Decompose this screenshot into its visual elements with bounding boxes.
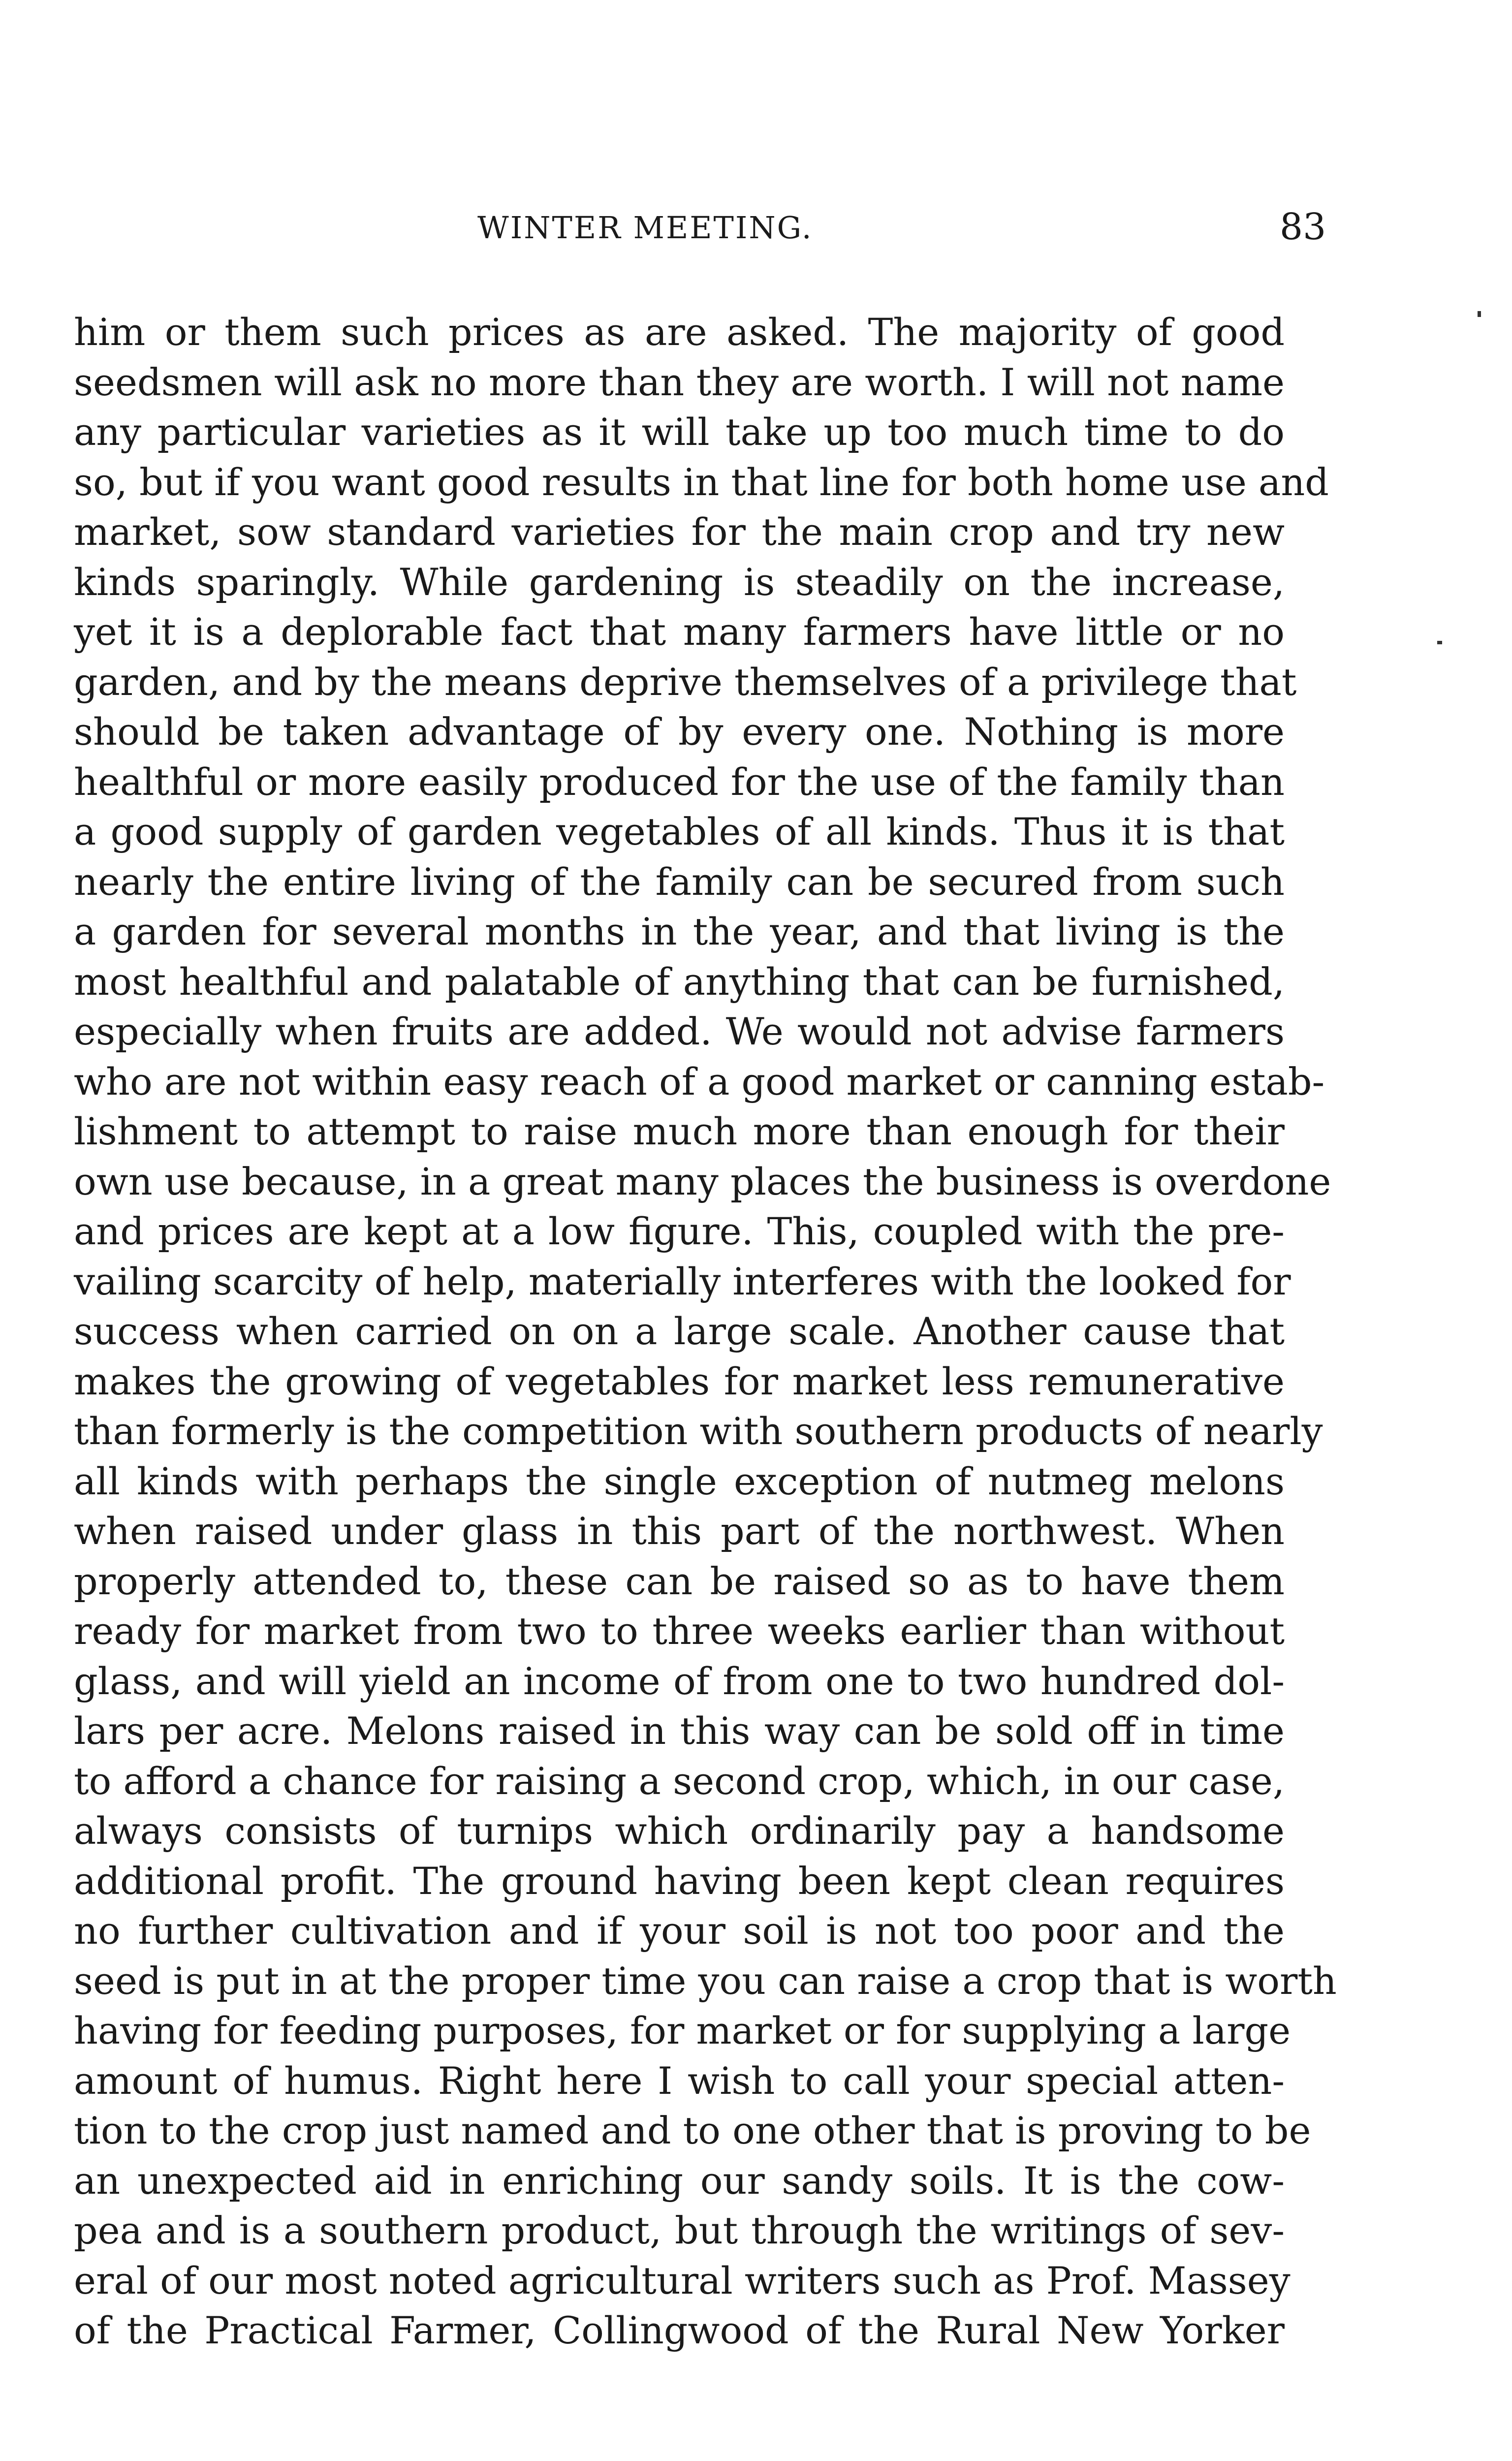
text-line: kinds sparingly. While gardening is steadily on the increase, [74, 560, 1285, 604]
text-line: should be taken advantage of by every one. Nothing is more [74, 710, 1285, 754]
text-line: glass, and will yield an income of from one to two hundred dol- [74, 1659, 1285, 1703]
text-line: most healthful and palatable of anything that can be furnished, [74, 959, 1285, 1004]
text-line: to afford a chance for raising a second crop, which, in our case, [74, 1759, 1285, 1803]
margin-mark [1478, 311, 1481, 317]
text-line: properly attended to, these can be raised so as to have them [74, 1559, 1285, 1603]
text-line: all kinds with perhaps the single exception of nutmeg melons [74, 1459, 1285, 1503]
text-line: tion to the crop just named and to one other that is proving to be [74, 2109, 1311, 2152]
text-line: amount of humus. Right here I wish to call your special atten- [74, 2058, 1285, 2103]
text-line: than formerly is the competition with southern products of nearly [74, 1409, 1323, 1453]
text-line: yet it is a deplorable fact that many farmers have little or no [74, 610, 1285, 654]
text-line: vailing scarcity of help, materially interferes with the looked for [74, 1259, 1291, 1303]
body-text [74, 307, 1337, 2356]
text-line: eral of our most noted agricultural writers such as Prof. Massey [74, 2258, 1291, 2303]
text-line: any particular varieties as it will take up too much time to do [74, 410, 1285, 454]
text-line: when raised under glass in this part of the northwest. When [74, 1509, 1285, 1553]
text-line: garden, and by the means deprive themselves of a privilege that [74, 660, 1297, 704]
page-number: 83 [1280, 206, 1326, 248]
text-line: nearly the entire living of the family can be secured from such [74, 859, 1285, 904]
text-line: always consists of turnips which ordinarily pay a handsome [74, 1809, 1285, 1853]
text-line: no further cultivation and if your soil is not too poor and the [74, 1909, 1285, 1953]
text-line: makes the growing of vegetables for market less remunerative [74, 1359, 1285, 1403]
running-head: WINTER MEETING. [477, 210, 813, 246]
text-line: of the Practical Farmer, Collingwood of the Rural New Yorker [74, 2308, 1285, 2352]
text-line: seed is put in at the proper time you can raise a crop that is worth [74, 1958, 1337, 2003]
text-line: own use because, in a great many places the business is overdone [74, 1159, 1331, 1203]
text-line: ready for market from two to three weeks earlier than without [74, 1609, 1285, 1653]
text-line: lishment to attempt to raise much more than enough for their [74, 1109, 1285, 1153]
text-line: pea and is a southern product, but through the writings of sev- [74, 2209, 1285, 2252]
text-line: a garden for several months in the year, and that living is the [74, 910, 1285, 953]
text-line: additional profit. The ground having been kept clean requires [74, 1859, 1285, 1903]
text-line: having for feeding purposes, for market or for supplying a large [74, 2009, 1291, 2052]
text-line: him or them such prices as are asked. The majority of good [74, 310, 1285, 354]
text-line: lars per acre. Melons raised in this way can be sold off in time [74, 1709, 1285, 1753]
text-line: so, but if you want good results in that line for both home use and [74, 460, 1329, 504]
text-line: seedsmen will ask no more than they are worth. I will not name [74, 360, 1285, 404]
margin-mark [1437, 641, 1442, 644]
text-line: market, sow standard varieties for the main crop and try new [74, 510, 1285, 554]
text-line: an unexpected aid in enriching our sandy soils. It is the cow- [74, 2158, 1285, 2203]
text-line: especially when fruits are added. We would not advise farmers [74, 1010, 1285, 1053]
text-line: a good supply of garden vegetables of all kinds. Thus it is that [74, 810, 1285, 853]
text-line: and prices are kept at a low figure. This, coupled with the pre- [74, 1209, 1285, 1253]
text-line: healthful or more easily produced for the use of the family than [74, 759, 1285, 804]
text-line: success when carried on on a large scale. Another cause that [74, 1309, 1285, 1353]
text-line: who are not within easy reach of a good market or canning estab- [74, 1059, 1325, 1104]
